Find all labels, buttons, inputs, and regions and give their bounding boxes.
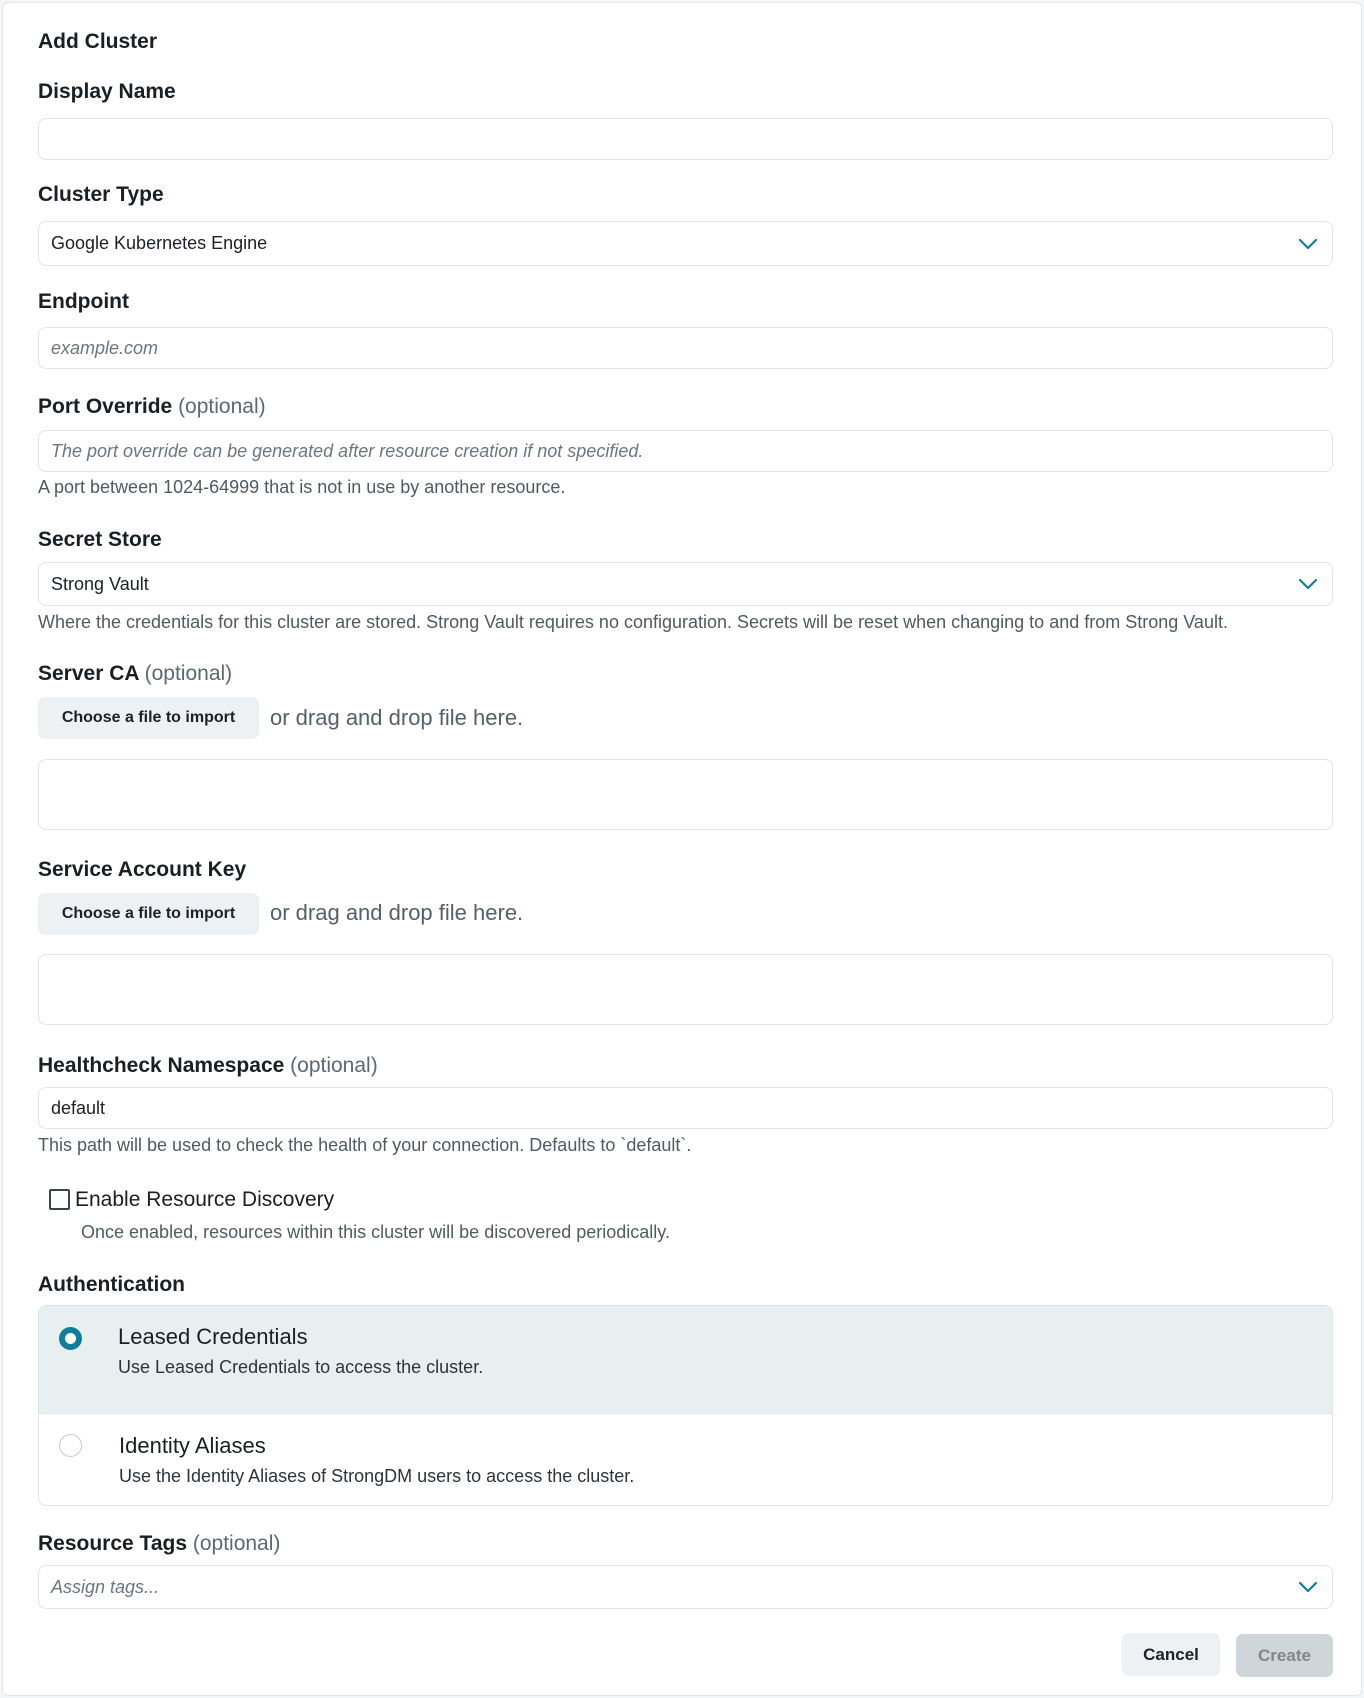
secret-store-label: Secret Store — [38, 528, 162, 551]
resource-tags-select[interactable] — [38, 1565, 1333, 1609]
optional-tag: (optional) — [290, 1054, 378, 1077]
cancel-button[interactable]: Cancel — [1122, 1633, 1220, 1676]
chevron-down-icon — [1298, 238, 1318, 250]
radio-selected-icon[interactable] — [59, 1327, 82, 1350]
authentication-options — [38, 1305, 1333, 1506]
service-account-key-label: Service Account Key — [38, 858, 247, 881]
secret-store-help: Where the credentials for this cluster are stored. Strong Vault requires no configuration. Secrets will be reset when changing to and from Strong Vault. — [38, 612, 1228, 632]
dialog-title: Add Cluster — [38, 30, 158, 53]
auth-option-leased-credentials[interactable] — [39, 1306, 1332, 1413]
endpoint-label: Endpoint — [38, 290, 129, 313]
service-account-key-choose-file-button[interactable]: Choose a file to import — [38, 893, 259, 935]
secret-store-select[interactable] — [38, 562, 1333, 606]
resource-tags-label-text: Resource Tags — [38, 1532, 187, 1555]
port-override-help: A port between 1024-64999 that is not in use by another resource. — [38, 477, 566, 497]
cluster-type-select[interactable] — [38, 221, 1333, 266]
server-ca-drag-text: or drag and drop file here. — [270, 705, 524, 730]
resource-discovery-checkbox[interactable] — [49, 1189, 70, 1210]
create-button[interactable]: Create — [1236, 1634, 1333, 1677]
resource-tags-label — [38, 1532, 280, 1556]
server-ca-textarea[interactable] — [38, 759, 1333, 830]
port-override-label-text: Port Override — [38, 395, 173, 418]
port-override-label — [38, 395, 266, 419]
healthcheck-namespace-help: This path will be used to check the health of your connection. Defaults to `default`. — [38, 1135, 692, 1155]
server-ca-label-text: Server CA — [38, 662, 139, 685]
endpoint-input[interactable]: example.com — [38, 327, 1333, 369]
auth-option-desc: Use Leased Credentials to access the cluster. — [118, 1357, 484, 1377]
authentication-label: Authentication — [38, 1273, 185, 1296]
cluster-type-label: Cluster Type — [38, 183, 164, 206]
secret-store-value: Strong Vault — [51, 573, 149, 594]
chevron-down-icon — [1298, 578, 1318, 590]
radio-unselected-icon[interactable] — [59, 1434, 82, 1457]
optional-tag: (optional) — [178, 395, 266, 418]
optional-tag: (optional) — [192, 1532, 281, 1555]
resource-tags-placeholder: Assign tags... — [51, 1576, 160, 1597]
auth-option-title: Leased Credentials — [118, 1324, 308, 1349]
server-ca-choose-file-button[interactable]: Choose a file to import — [38, 697, 259, 739]
display-name-input[interactable] — [38, 118, 1333, 160]
resource-discovery-label[interactable]: Enable Resource Discovery — [75, 1188, 335, 1211]
auth-option-identity-aliases[interactable] — [39, 1413, 1332, 1506]
resource-discovery-help: Once enabled, resources within this cluster will be discovered periodically. — [81, 1222, 670, 1242]
add-cluster-dialog — [2, 2, 1362, 1696]
display-name-label: Display Name — [38, 80, 176, 103]
service-account-key-drag-text: or drag and drop file here. — [270, 900, 524, 925]
auth-option-title: Identity Aliases — [119, 1433, 266, 1458]
auth-option-desc: Use the Identity Aliases of StrongDM users to access the cluster. — [119, 1466, 635, 1486]
service-account-key-textarea[interactable] — [38, 954, 1333, 1025]
healthcheck-namespace-label-text: Healthcheck Namespace — [38, 1054, 285, 1077]
healthcheck-namespace-input[interactable]: default — [38, 1087, 1333, 1129]
server-ca-label — [38, 662, 232, 686]
healthcheck-namespace-label — [38, 1054, 378, 1078]
chevron-down-icon — [1298, 1581, 1318, 1593]
port-override-input[interactable]: The port override can be generated after resource creation if not specified. — [38, 430, 1333, 472]
cluster-type-value: Google Kubernetes Engine — [51, 233, 268, 253]
optional-tag: (optional) — [144, 662, 233, 685]
